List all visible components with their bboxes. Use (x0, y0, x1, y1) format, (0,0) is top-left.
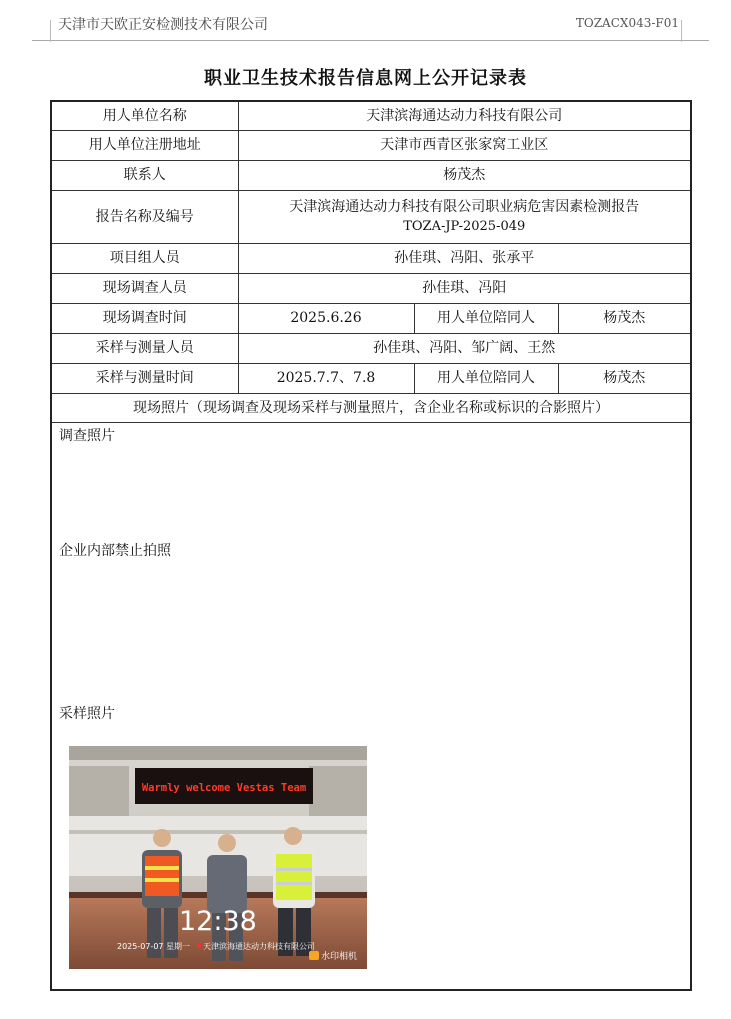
row-address (51, 130, 691, 160)
watermark-app: 水印相机 (321, 951, 358, 962)
record-form-table (50, 100, 692, 991)
watermark-location: 天津滨海通达动力科技有限公司 (203, 941, 315, 951)
sampling-time-value: 2025.7.7、7.8 (238, 363, 414, 393)
crop-mark-left (50, 20, 51, 42)
sampling-time-label: 采样与测量时间 (51, 363, 238, 393)
report-label: 报告名称及编号 (51, 190, 238, 243)
survey-time-value: 2025.6.26 (238, 303, 414, 333)
sampling-photo-image (69, 746, 367, 969)
page-title: 职业卫生技术报告信息网上公开记录表 (204, 68, 527, 89)
report-name: 天津滨海通达动力科技有限公司职业病危害因素检测报告 (289, 198, 640, 215)
header-company: 天津市天欧正安检测技术有限公司 (58, 17, 268, 33)
camera-icon (309, 951, 319, 960)
crop-mark-right (681, 20, 682, 42)
sampling-staff-label: 采样与测量人员 (51, 333, 238, 363)
survey-escort-label: 用人单位陪同人 (414, 303, 558, 333)
row-contact (51, 160, 691, 190)
row-photo-section (51, 393, 691, 422)
survey-escort-value: 杨茂杰 (558, 303, 691, 333)
survey-staff-value: 孙佳琪、冯阳 (238, 273, 691, 303)
sampling-escort-label: 用人单位陪同人 (414, 363, 558, 393)
photos-cell (51, 422, 691, 990)
watermark-time: 12:38 (179, 905, 257, 937)
row-report (51, 190, 691, 243)
survey-time-label: 现场调查时间 (51, 303, 238, 333)
row-survey-time (51, 303, 691, 333)
row-survey-staff (51, 273, 691, 303)
location-pin-icon (197, 943, 202, 948)
watermark-date: 2025-07-07 星期一 (117, 941, 191, 951)
contact-label: 联系人 (51, 160, 238, 190)
unit-name-value: 天津滨海通达动力科技有限公司 (238, 101, 691, 130)
led-banner-text: Warmly welcome Vestas Team (141, 781, 307, 794)
address-label: 用人单位注册地址 (51, 130, 238, 160)
report-value (238, 190, 691, 243)
row-sampling-staff (51, 333, 691, 363)
address-value: 天津市西青区张家窝工业区 (238, 130, 691, 160)
team-value: 孙佳琪、冯阳、张承平 (238, 243, 691, 273)
row-team (51, 243, 691, 273)
survey-photo-note: 企业内部禁止拍照 (59, 542, 171, 559)
header-doc-code: TOZACX043-F01 (575, 16, 679, 30)
survey-staff-label: 现场调查人员 (51, 273, 238, 303)
sampling-photo (69, 746, 367, 969)
sampling-photo-label: 采样照片 (59, 705, 115, 722)
photo-section-label: 现场照片（现场调查及现场采样与测量照片，含企业名称或标识的合影照片） (51, 393, 691, 422)
header-divider (32, 40, 709, 41)
sampling-escort-value: 杨茂杰 (558, 363, 691, 393)
sampling-staff-value: 孙佳琪、冯阳、邹广阔、王然 (238, 333, 691, 363)
row-photos (51, 422, 691, 990)
survey-photo-label: 调查照片 (59, 427, 115, 444)
report-code: TOZA-JP-2025-049 (403, 218, 526, 234)
contact-value: 杨茂杰 (238, 160, 691, 190)
row-sampling-time (51, 363, 691, 393)
row-unit-name (51, 101, 691, 130)
unit-name-label: 用人单位名称 (51, 101, 238, 130)
team-label: 项目组人员 (51, 243, 238, 273)
